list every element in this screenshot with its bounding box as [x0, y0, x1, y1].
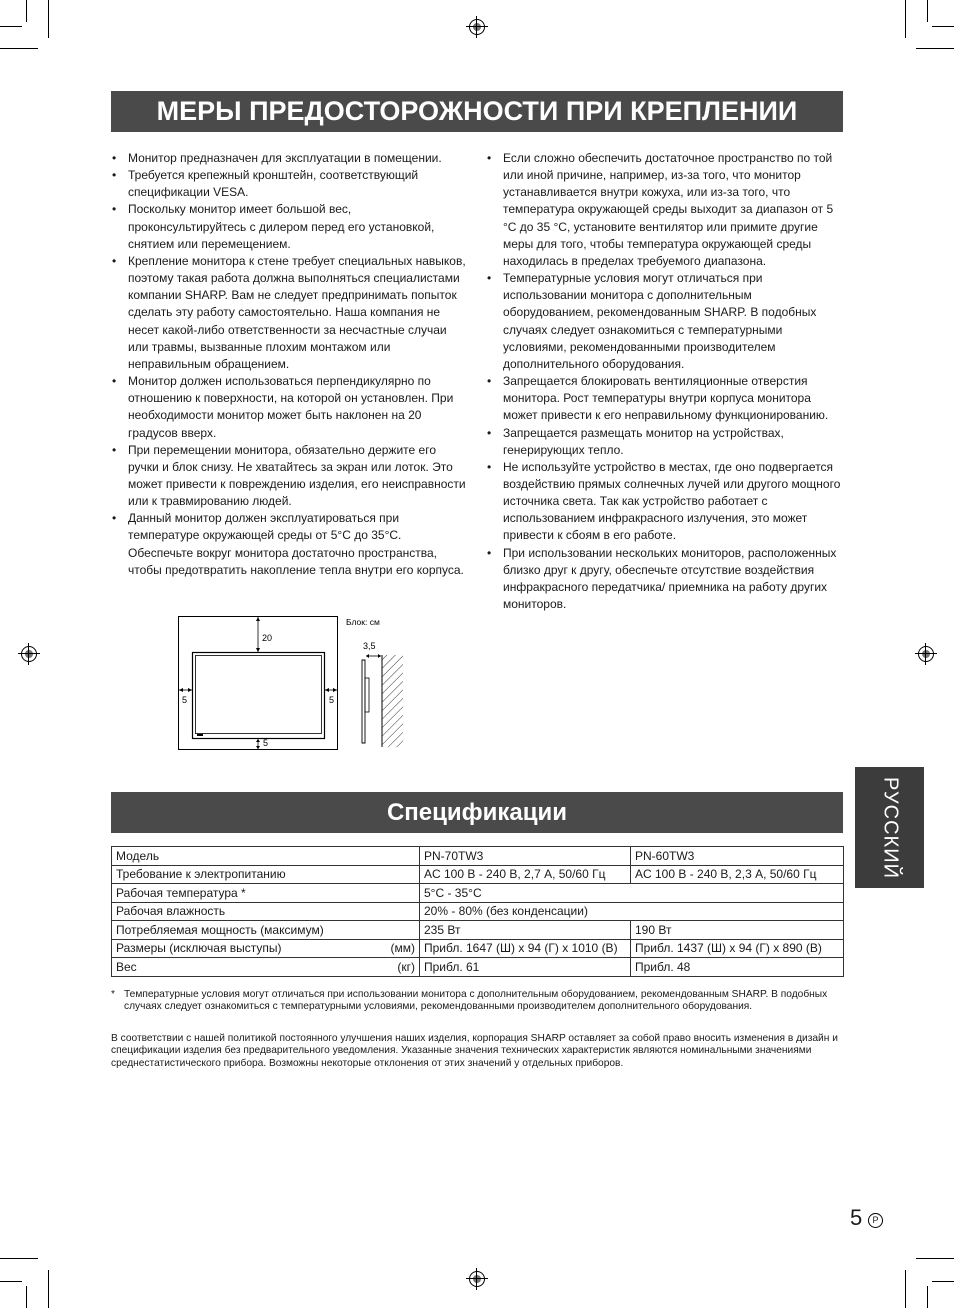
row-value-cell: AC 100 В - 240 В, 2,7 А, 50/60 Гц: [420, 865, 631, 884]
row-label: Размеры (исключая выступы): [116, 941, 282, 956]
bullet-item: • Данный монитор должен эксплуатироваться при температуре окружающей среды от 5°С до 35°С. Обеспечьте вокруг монитора достаточно пространства, чтобы предотвратить накопление тепла внутри его корпуса.: [111, 510, 468, 579]
row-value-cell: 190 Вт: [631, 921, 844, 940]
bullet-item: • Не используйте устройство в местах, где оно подвергается воздействию прямых солнечных лучей или другого мощного источника света. Так как устройство работает с использованием инфракрасного излучения, это может привести к сбоям в его работе.: [486, 459, 844, 545]
table-row: [112, 958, 844, 977]
clearance-diagram-svg: [175, 612, 435, 754]
crop-mark: [26, 1286, 27, 1308]
bullet-list: [111, 150, 468, 579]
table-row: [112, 939, 844, 958]
language-tab: [855, 767, 924, 888]
page-number: 5: [850, 1205, 863, 1230]
bullet-item: • Температурные условия могут отличаться при использовании монитора с дополнительным оборудованием, рекомендованным SHARP. В подобных случаях следует ознакомиться с температурными условиями, рекомендованными производителем дополнительного оборудования.: [486, 270, 844, 373]
disclaimer-text: В соответствии с нашей политикой постоянного улучшения наших изделия, корпорация SHARP оставляет за собой право вносить изменения в дизайн и спецификации изделия без предварительного уведомления. Указанные значения технических характеристик являются номинальными значениями среднестатистического прибора. Возможны некоторые отклонения от этих значений у отдельных приборов.: [111, 1033, 838, 1069]
wall-hatch: [382, 655, 403, 747]
crop-mark: [0, 1258, 38, 1259]
table-header-cell: PN-60TW3: [631, 847, 844, 866]
bullet-item: • Монитор должен использоваться перпендикулярно по отношению к поверхности, на которой он установлен. При необходимости монитор может быть наклонен на 20 градусов вверх.: [111, 373, 468, 442]
bullet-item: • При использовании нескольких мониторов, расположенных близко друг к другу, обеспечьте отсутствие воздействия инфракрасного передатчика/ приемника на работу других мониторов.: [486, 545, 844, 614]
crop-mark: [0, 26, 22, 27]
gap-label-wall: 3,5: [363, 641, 376, 651]
row-label-cell: [112, 865, 420, 884]
gap-label-right: 5: [329, 695, 335, 705]
bullet-list: [486, 150, 844, 613]
registration-mark-icon: [21, 646, 37, 662]
clearance-diagram: [175, 612, 435, 759]
section-title-mounting: МЕРЫ ПРЕДОСТОРОЖНОСТИ ПРИ КРЕПЛЕНИИ: [111, 91, 843, 132]
bullet-item: • Монитор предназначен для эксплуатации в помещении.: [111, 150, 468, 167]
crop-mark: [927, 0, 928, 22]
bullet-item: • Крепление монитора к стене требует специальных навыков, поэтому такая работа должна выполняться специалистами компании SHARP. Вам не следует предпринимать попыток сделать эту работу самостоятельно. Наша компания не несет какой-либо ответственности за несчастные случаи или травмы, вызванные плохим монтажом или неправильным обращением.: [111, 253, 468, 373]
footnote-mark: *: [111, 989, 115, 1000]
crop-mark: [932, 26, 954, 27]
precautions-column-right: [486, 150, 844, 613]
crop-mark: [48, 0, 49, 38]
section-title-specifications: Спецификации: [111, 792, 843, 833]
gap-label-top: 20: [262, 633, 273, 643]
row-unit: (мм): [390, 941, 415, 956]
crop-mark: [927, 1286, 928, 1308]
table-row: [112, 902, 844, 921]
row-value-cell: Прибл. 48: [631, 958, 844, 977]
bullet-item: • Запрещается блокировать вентиляционные отверстия монитора. Рост температуры внутри корпуса монитора может привести к его неправильному функционированию.: [486, 373, 844, 424]
bullet-item: • Требуется крепежный кронштейн, соответствующий спецификации VESA.: [111, 167, 468, 201]
bullet-item: • При перемещении монитора, обязательно держите его ручки и блок снизу. Не хватайтесь за экран или лоток. Это может привести к повреждению изделия, его неисправности или к травмированию людей.: [111, 442, 468, 511]
row-label-cell: [112, 921, 420, 940]
crop-mark: [916, 1258, 954, 1259]
row-label-cell: [112, 958, 420, 977]
table-row: [112, 865, 844, 884]
crop-mark: [932, 1281, 954, 1282]
row-label-cell: [112, 884, 420, 903]
table-header-cell: Модель: [112, 847, 420, 866]
registration-mark-icon: [469, 19, 485, 35]
crop-mark: [905, 0, 906, 38]
row-value-cell: 20% - 80% (без конденсации): [420, 902, 844, 921]
page-language-badge: P: [868, 1213, 883, 1228]
wall-bracket: [365, 678, 369, 712]
table-header-row: [112, 847, 844, 866]
row-value-cell: 5°C - 35°C: [420, 884, 844, 903]
crop-mark: [26, 0, 27, 22]
monitor-screen-outline: [196, 656, 322, 734]
monitor-side-profile: [362, 660, 365, 743]
row-value-cell: Прибл. 1647 (Ш) x 94 (Г) x 1010 (В): [420, 939, 631, 958]
gap-label-bottom: 5: [263, 738, 269, 748]
monitor-logo-mark: [197, 734, 203, 736]
table-row: [112, 884, 844, 903]
row-label: Вес: [116, 959, 137, 974]
footnote-text: Температурные условия могут отличаться при использовании монитора с дополнительным оборудованием, рекомендованным SHARP. В подобных случаях следует ознакомиться с температурными условиями, рекомендованными производителем дополнительного оборудования.: [124, 989, 828, 1013]
monitor-front-outline: [193, 653, 325, 739]
row-value-cell: 235 Вт: [420, 921, 631, 940]
table-header-cell: PN-70TW3: [420, 847, 631, 866]
gap-label-left: 5: [182, 695, 188, 705]
bullet-item: • Если сложно обеспечить достаточное пространство по той или иной причине, например, из-за того, что монитор устанавливается внутри кожуха, или из-за того, что температура окружающей среды выходит за диапазон от 5 °C до 35 °C, установите вентилятор или примите другие меры для того, чтобы температура окружающей среды находилась в пределах требуемого диапазона.: [486, 150, 844, 270]
language-tab-label: РУССКИЙ: [879, 776, 901, 879]
row-label-cell: [112, 939, 420, 958]
crop-mark: [0, 48, 38, 49]
registration-mark-icon: [469, 1271, 485, 1287]
crop-mark: [905, 1270, 906, 1308]
row-value-cell: Прибл. 1437 (Ш) x 94 (Г) x 890 (В): [631, 939, 844, 958]
row-unit: (кг): [397, 959, 415, 974]
temperature-footnote: [111, 989, 846, 1014]
row-label: Требование к электропитанию: [116, 867, 286, 882]
registration-mark-icon: [918, 646, 934, 662]
crop-mark: [0, 1281, 22, 1282]
precautions-column-left: [111, 150, 468, 579]
bullet-item: • Запрещается размещать монитор на устройствах, генерирующих тепло.: [486, 425, 844, 459]
table-row: [112, 921, 844, 940]
unit-label: Блок: см: [346, 617, 380, 627]
crop-mark: [48, 1270, 49, 1308]
row-value-cell: AC 100 В - 240 В, 2,3 А, 50/60 Гц: [631, 865, 844, 884]
row-label-cell: [112, 902, 420, 921]
bullet-item: • Поскольку монитор имеет большой вес, проконсультируйтесь с дилером перед его установкой, снятием или перемещением.: [111, 201, 468, 252]
crop-mark: [916, 48, 954, 49]
row-label: Рабочая влажность: [116, 904, 226, 919]
row-value-cell: Прибл. 61: [420, 958, 631, 977]
row-label: Рабочая температура *: [116, 885, 246, 900]
specifications-table: [111, 846, 844, 977]
row-label: Потребляемая мощность (максимум): [116, 922, 324, 937]
